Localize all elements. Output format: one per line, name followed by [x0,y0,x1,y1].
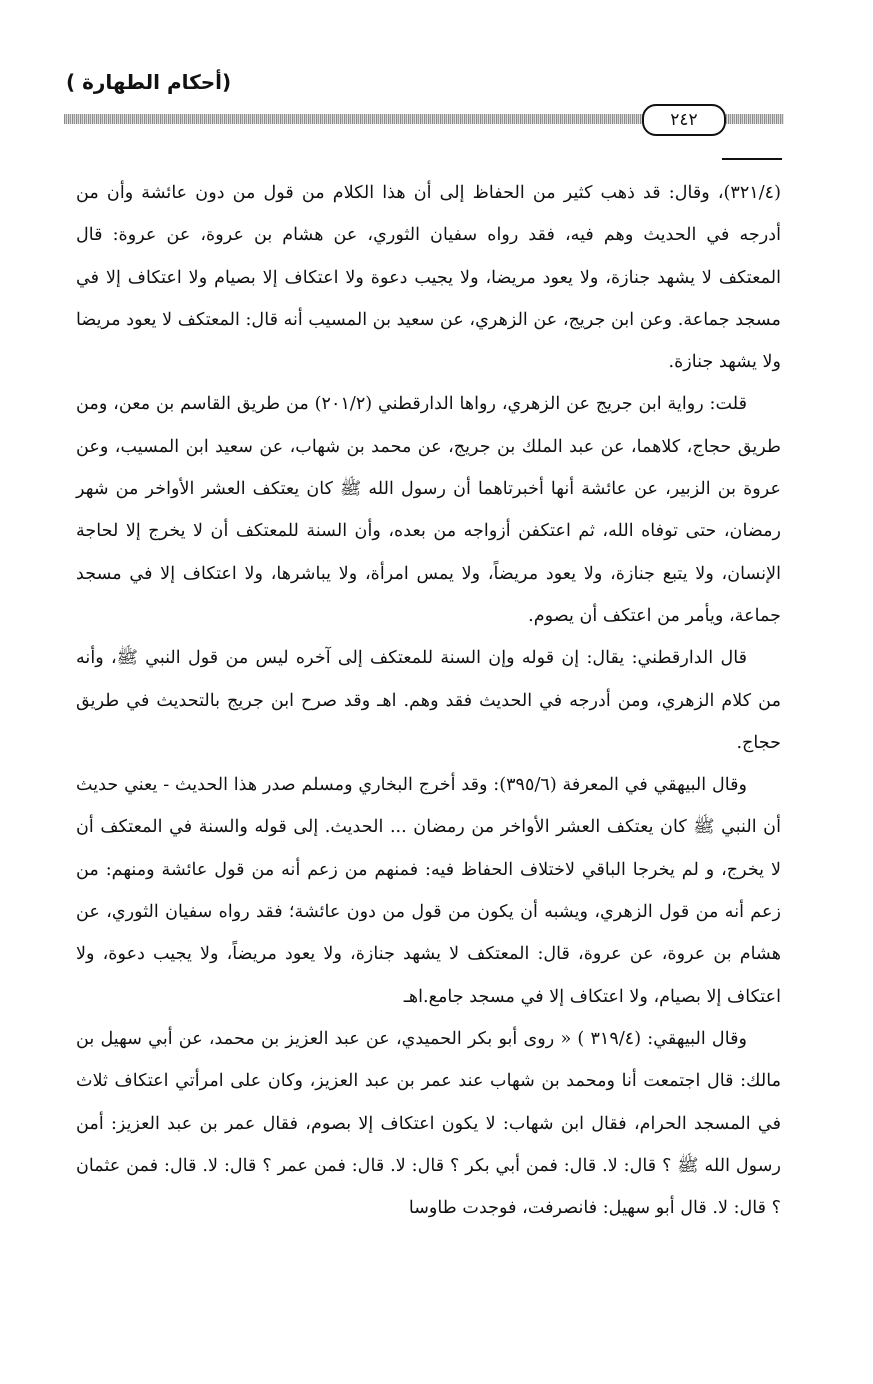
page-number: ٢٤٢ [642,104,726,136]
footnote-divider [722,158,782,160]
footnote-text [76,172,781,1229]
paragraph: قال الدارقطني: يقال: إن قوله وإن السنة للمعتكف إلى آخره ليس من قول النبي ﷺ، وأنه من كلام الزهري، ومن أدرجه في الحديث فقد وهم. اهـ وقد صرح ابن جريج بالتحديث في طريق حجاج. [76,648,781,753]
book-title: (أحكام الطهارة ) [66,70,232,94]
header-rule [64,104,784,134]
paragraph: (٣٢١/٤)، وقال: قد ذهب كثير من الحفاظ إلى أن هذا الكلام من قول من دون عائشة وأن من أدرجه في الحديث وهم فيه، فقد رواه سفيان الثوري، عن هشام بن عروة، عن عروة: قال المعتكف لا يشهد جنازة، ولا يعود مريضا، ولا يجيب دعوة ولا اعتكاف إلا بصيام ولا اعتكاف إلا في مسجد جماعة. وعن ابن جريج، عن الزهري، عن سعيد بن المسيب أنه قال: المعتكف لا يعود مريضا ولا يشهد جنازة. [76,183,781,373]
paragraph: وقال البيهقي في المعرفة (٣٩٥/٦): وقد أخرج البخاري ومسلم صدر هذا الحديث - يعني حديث أن النبي ﷺ كان يعتكف العشر الأواخر من رمضان ... الحديث. إلى قوله والسنة في المعتكف أن لا يخرج، و لم يخرجا الباقي لاختلاف الحفاظ فيه: فمنهم من زعم أنه من قول عائشة ومنهم: من زعم أنه من قول الزهري، ويشبه أن يكون من قول من دون عائشة؛ فقد رواه سفيان الثوري، عن هشام بن عروة، عن عروة، قال: المعتكف لا يشهد جنازة، ولا يعود مريضاً، ولا يجيب دعوة، ولا اعتكاف إلا بصيام، ولا اعتكاف إلا في مسجد جامع.اهـ [76,775,781,1007]
paragraph: قلت: رواية ابن جريج عن الزهري، رواها الدارقطني (٢٠١/٢) من طريق القاسم بن معن، ومن طريق حجاج، كلاهما، عن عبد الملك بن جريج، عن محمد بن شهاب، عن سعيد ابن المسيب، وعن عروة بن الزبير، عن عائشة أنها أخبرتاهما أن رسول الله ﷺ كان يعتكف العشر الأواخر من شهر رمضان، حتى توفاه الله، ثم اعتكفن أزواجه من بعده، وأن السنة للمعتكف أن لا يخرج إلا لحاجة الإنسان، ولا يتبع جنازة، ولا يعود مريضاً، ولا يمس امرأة، ولا يباشرها، ولا اعتكاف إلا في مسجد جماعة، ويأمر من اعتكف أن يصوم. [76,394,781,626]
paragraph: وقال البيهقي: (٣١٩/٤ ) « روى أبو بكر الحميدي، عن عبد العزيز بن محمد، عن أبي سهيل بن مالك: قال اجتمعت أنا ومحمد بن شهاب عند عمر بن عبد العزيز، وكان على امرأتي اعتكاف ثلاث في المسجد الحرام، فقال ابن شهاب: لا يكون اعتكاف إلا بصوم، فقال عمر بن عبد العزيز: أمن رسول الله ﷺ ؟ قال: لا. قال: فمن أبي بكر ؟ قال: لا. قال: فمن عمر ؟ قال: لا. قال: فمن عثمان ؟ قال: لا. قال أبو سهيل: فانصرفت، فوجدت طاوسا [76,1028,781,1219]
